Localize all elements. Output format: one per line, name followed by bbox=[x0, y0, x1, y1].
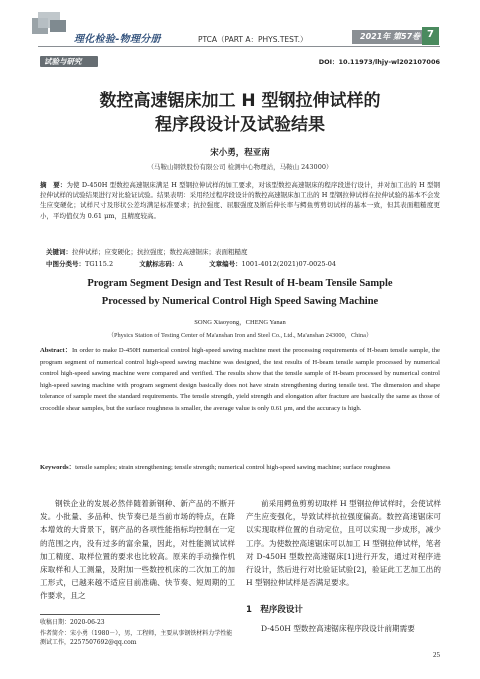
clc-label: 中图分类号： bbox=[46, 260, 85, 268]
doi: DOI：10.11973/lhjy-wl202107006 bbox=[318, 58, 440, 66]
affiliation-en: （Physics Station of Testing Center of Ma'anshan Iron and Steel Co., Ltd., Ma'anshan 243000，China） bbox=[107, 332, 373, 339]
doc-code-value: A bbox=[178, 260, 183, 268]
body-left-column bbox=[40, 497, 235, 603]
authors-en: SONG Xiaoyong，CHENG Yanan bbox=[194, 319, 286, 326]
keywords-en bbox=[40, 462, 440, 474]
keywords-zh bbox=[46, 247, 440, 257]
doc-code-label: 文献标志码： bbox=[139, 260, 179, 268]
body-left-paragraph: 钢铁企业的发展必然伴随着新钢种、新产品的不断开发。小批量、多品种、快节奏已是当前市场的特点，在降本增效的大背景下，钢产品的各项性能指标均控制在一定的范围之内，没有过多的富余量，因此，对性能测试试样加工精度、取样位置的要求也比较高。原来的手动操作机床取样和人工测量，及附加一些数控机床的二次加工的加工形式，已越来越不适应目前准确、快节奏、短周期的工作要求，且之 bbox=[40, 499, 235, 601]
title-zh-line2: 程序段设计及试验结果 bbox=[155, 115, 325, 135]
article-no-label: 文章编号： bbox=[209, 260, 242, 268]
header-rule bbox=[38, 46, 440, 47]
authors-zh: 宋小勇，程亚南 bbox=[210, 148, 270, 158]
abstract-zh-label: 摘 要： bbox=[40, 181, 67, 189]
abstract-en-text: In order to make D-450H numerical control high-speed sawing machine meet the processing requirements of H-beam tensile sample, the program segment of numerical control high-speed sawing machine was designed, the test results of H-beam tensile sample processed by numerical control high-speed sawing machine were compared and verified. The results show that the tensile sample of H-beam processed by numerical control high-speed sawing machine with program segment design basically does not have strain strengthening during tensile test. The dimension and shape tolerance of sample meet the standard requirements. The tensile strength, yield strength and elongation after fracture are basically the same as those of crocodile shear samples, but the surface roughness is smaller, the average value is only 0.61 μm, and the accuracy is high. bbox=[40, 347, 440, 412]
abstract-zh-text: 为使 D-450H 型数控高速锯床满足 H 型钢拉伸试样的加工要求，对该型数控高速锯床的程序段进行设计，并对加工出的 H 型钢拉伸试样的试验结果进行对比验证试验。结果表明：采用经过程序段设计的数控高速锯床加工出的 H 型钢拉伸试样在拉伸试验的基本不会发生应变硬化；试样尺寸及形状公差均满足标准要求；抗拉强度、屈服强度及断后伸长率与鳄鱼剪剪切试样的基本一致，但其表面粗糙度更小，平均值仅为 0.61 μm，且精度较高。 bbox=[40, 181, 441, 220]
affiliation-zh: （马鞍山钢铁股份有限公司 检测中心物理站，马鞍山 243000） bbox=[147, 163, 333, 171]
footnote-received: 收稿日期：2020-06-23 bbox=[40, 619, 105, 626]
keywords-zh-label: 关键词： bbox=[46, 248, 72, 256]
body-right-column bbox=[246, 497, 441, 589]
body-right-paragraph: 前采用鳄鱼剪剪切取样 H 型钢拉伸试样时，会使试样产生应变强化，导致试样抗拉强度偏高。数控高速锯床可以实现取样位置的自动定位，且可以实现一步成形，减少工序。为使数控高速锯床可以加工 H 型钢拉伸试样，笔者对 D-450H 型数控高速锯床[1]进行开发，通过对程序进行设计，然后进行对比验证试验[2]，验证此工艺加工出的 H 型钢拉伸试样是否满足要求。 bbox=[246, 499, 441, 588]
issue-number: 7 bbox=[427, 29, 434, 40]
abstract-en-label: Abstract： bbox=[40, 347, 72, 354]
title-zh-line1: 数控高速锯床加工 H 型钢拉伸试样的 bbox=[99, 91, 381, 111]
journal-logo-text: 理化检验-物理分册 bbox=[74, 34, 161, 45]
classification-line bbox=[46, 259, 440, 269]
keywords-en-text: tensile samples; strain strengthening; tensile strength; numerical control high-speed sawing machine; surface roughness bbox=[75, 464, 391, 471]
keywords-en-label: Keywords： bbox=[40, 464, 76, 471]
section-text: D-450H 型数控高速锯床程序段设计前期需要 bbox=[261, 624, 415, 633]
year-issue: 2021年 第57卷 bbox=[360, 32, 421, 41]
section-heading: 1 程序段设计 bbox=[246, 605, 303, 615]
title-en-line1: Program Segment Design and Test Result of H-beam Tensile Sample bbox=[87, 278, 393, 289]
abstract-en bbox=[40, 345, 440, 415]
article-no-value: 1001-4012(2021)07-0025-04 bbox=[241, 260, 337, 268]
keywords-zh-text: 拉伸试样；应变硬化；抗拉强度；数控高速锯床；表面粗糙度 bbox=[72, 248, 248, 256]
journal-name: PTCA（PART A：PHYS.TEST.） bbox=[198, 35, 308, 44]
title-en-line2: Processed by Numerical Control High Speed Sawing Machine bbox=[101, 296, 379, 307]
footnote-author-info: 作者简介：宋小勇（1980－），男，工程师，主要从事钢铁材料力学性能测试工作，2257507692@qq.com bbox=[40, 630, 233, 646]
footnote-rule bbox=[40, 614, 160, 615]
abstract-zh bbox=[40, 180, 440, 221]
section-label: 试验与研究 bbox=[44, 57, 82, 66]
page-number: 25 bbox=[433, 651, 440, 659]
clc-value: TG115.2 bbox=[85, 260, 114, 268]
page-header bbox=[0, 0, 480, 66]
